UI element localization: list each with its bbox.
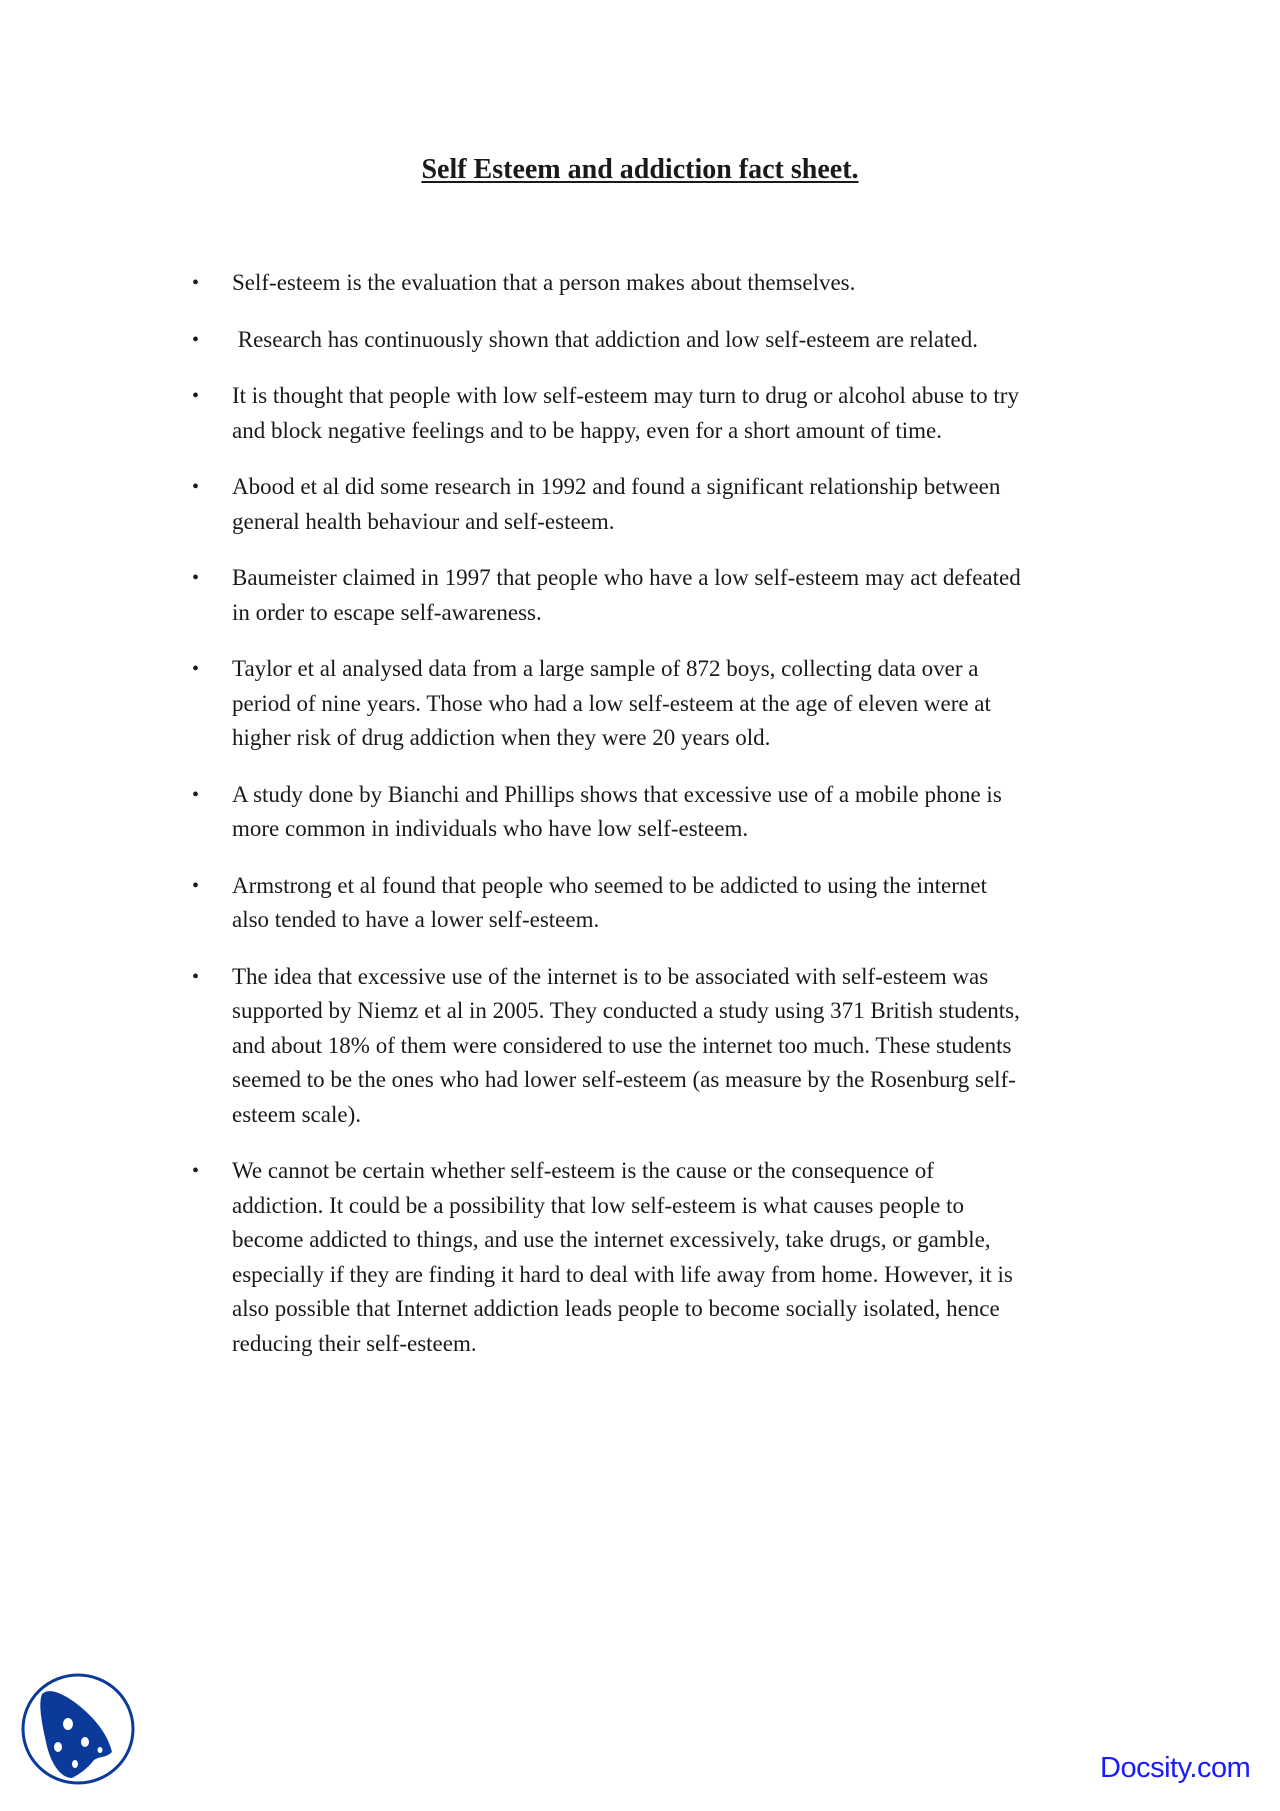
bullet-icon: •	[192, 476, 200, 498]
list-item-text-line: in order to escape self-awareness.	[232, 599, 542, 625]
list-item-text-line: general health behaviour and self-esteem.	[232, 508, 615, 534]
fact-list	[192, 266, 1132, 1383]
list-item-text-line: also tended to have a lower self-esteem.	[232, 907, 600, 932]
list-item	[192, 561, 1132, 630]
list-item-text-line: seemed to be the ones who had lower self-esteem (as measure by the Rosenburg self-	[232, 1067, 1016, 1092]
bullet-icon: •	[192, 965, 200, 988]
bullet-icon: •	[192, 658, 200, 680]
list-item	[192, 266, 1132, 301]
list-item	[192, 470, 1132, 539]
list-item-text-line: Research has continuously shown that addiction and low self-esteem are related.	[232, 326, 978, 352]
list-item	[192, 1154, 1132, 1361]
list-item	[192, 778, 1132, 847]
list-item-text-line: also possible that Internet addiction leads people to become socially isolated, hence	[232, 1296, 1000, 1321]
bullet-icon: •	[192, 272, 200, 294]
bullet-icon: •	[192, 874, 200, 897]
list-item-text-line: Armstrong et al found that people who seemed to be addicted to using the internet	[232, 872, 987, 898]
list-item-text-line: become addicted to things, and use the internet excessively, take drugs, or gamble,	[232, 1227, 991, 1252]
list-item-text-line: reducing their self-esteem.	[232, 1330, 477, 1356]
list-item-text-line: Taylor et al analysed data from a large sample of 872 boys, collecting data over a	[232, 656, 979, 681]
list-item-text-line: Baumeister claimed in 1997 that people who have a low self-esteem may act defeated	[232, 565, 1021, 590]
list-item-text-line: The idea that excessive use of the internet is to be associated with self-esteem was	[232, 963, 989, 989]
list-item	[192, 960, 1132, 1133]
bullet-icon: •	[192, 385, 200, 407]
list-item-text-line: Abood et al did some research in 1992 and found a significant relationship between	[232, 474, 1001, 499]
list-item-text-line: supported by Niemz et al in 2005. They conducted a study using 371 British students,	[232, 998, 1020, 1023]
bullet-icon: •	[192, 328, 200, 351]
list-item-text-line: and block negative feelings and to be happy, even for a short amount of time.	[232, 417, 943, 443]
list-item-text-line: higher risk of drug addiction when they were 20 years old.	[232, 725, 771, 750]
docsity-brand-link[interactable]: Docsity.com	[1100, 1752, 1251, 1784]
list-item-text-line: addiction. It could be a possibility that low self-esteem is what causes people to	[232, 1192, 964, 1218]
list-item-text-line: esteem scale).	[232, 1101, 361, 1127]
list-item-text-line: period of nine years. Those who had a low self-esteem at the age of eleven were at	[232, 690, 991, 716]
list-item	[192, 323, 1132, 358]
bullet-icon: •	[192, 1160, 200, 1182]
list-item	[192, 869, 1132, 938]
list-item	[192, 379, 1132, 448]
list-item	[192, 652, 1132, 756]
docsity-logo-icon	[20, 1672, 136, 1786]
list-item-text-line: We cannot be certain whether self-esteem is the cause or the consequence of	[232, 1158, 934, 1183]
bullet-icon: •	[192, 567, 200, 589]
list-item-text-line: A study done by Bianchi and Phillips shows that excessive use of a mobile phone is	[232, 781, 1002, 807]
list-item-text-line: It is thought that people with low self-esteem may turn to drug or alcohol abuse to try	[232, 383, 1019, 408]
list-item-text-line: Self-esteem is the evaluation that a person makes about themselves.	[232, 270, 856, 295]
document-title: Self Esteem and addiction fact sheet.	[421, 154, 859, 185]
list-item-text-line: especially if they are finding it hard to deal with life away from home. However, it is	[232, 1261, 1013, 1287]
list-item-text-line: more common in individuals who have low self-esteem.	[232, 816, 749, 841]
list-item-text-line: and about 18% of them were considered to use the internet too much. These students	[232, 1032, 1012, 1058]
bullet-icon: •	[192, 783, 200, 806]
